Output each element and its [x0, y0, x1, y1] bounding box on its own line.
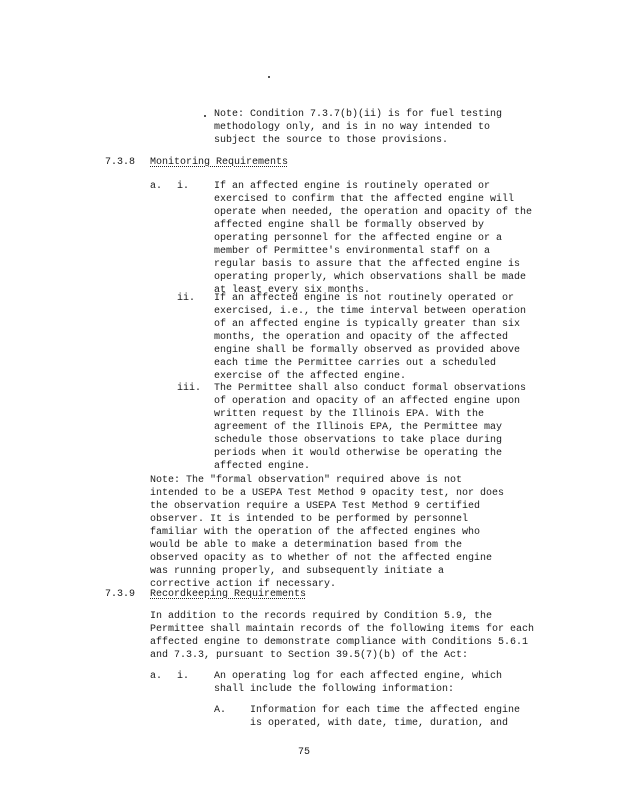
note-line: Note: The "formal observation" required above is not [150, 475, 463, 486]
section-738-item-a-label: a. [150, 181, 163, 192]
intro-note-line: subject the source to those provisions. [214, 135, 449, 146]
text-line: exercised, i.e., the time interval between operation [214, 306, 527, 317]
text-line: If an affected engine is routinely operated or [214, 181, 491, 192]
note-line: the observation require a USEPA Test Method 9 certified [150, 501, 481, 512]
section-738-number: 7.3.8 [105, 157, 136, 168]
section-738-item-iii-label: iii. [177, 383, 202, 394]
text-line: operate when needed, the operation and opacity of the [214, 207, 533, 218]
text-line: affected engine. [214, 461, 311, 472]
intro-note [214, 108, 502, 147]
text-line: affected engine shall be formally observed by [214, 220, 485, 231]
text-line: operating properly, which observations shall be made [214, 272, 527, 283]
section-738-note [150, 474, 504, 591]
text-line: written request by the Illinois EPA. With the [214, 409, 485, 420]
text-line: exercised to confirm that the affected engine will [214, 194, 515, 205]
note-line: familiar with the operation of the affected engines who [150, 527, 481, 538]
section-739-sub-a-text [250, 704, 520, 730]
section-739-title: Recordkeeping Requirements [150, 589, 307, 600]
section-739-number: 7.3.9 [105, 589, 136, 600]
text-line: In addition to the records required by Condition 5.9, the [150, 611, 493, 622]
section-738-item-ii-label: ii. [177, 293, 196, 304]
text-line: regular basis to assure that the affected engine is [214, 259, 521, 270]
scan-speck [268, 76, 270, 78]
text-line: and 7.3.3, pursuant to Section 39.5(7)(b) of the Act: [150, 650, 469, 661]
note-line: would be able to make a determination based from the [150, 540, 463, 551]
section-738-item-ii-text [214, 292, 526, 383]
page-number: 75 [298, 747, 311, 758]
text-line: of an affected engine is typically greater than six [214, 319, 521, 330]
text-line: operating personnel for the affected engine or a [214, 233, 503, 244]
note-line: observer. It is intended to be performed by personnel [150, 514, 469, 525]
text-line: Information for each time the affected engine [250, 705, 521, 716]
section-739-item-i-label: i. [177, 671, 190, 682]
text-line: member of Permittee's environmental staff on a [214, 246, 491, 257]
note-line: was running properly, and subsequently initiate a [150, 566, 445, 577]
section-739-intro [150, 610, 534, 662]
text-line: periods when it would otherwise be operating the [214, 448, 503, 459]
section-738-item-iii-text [214, 382, 526, 473]
text-line: engine shall be formally observed as provided above [214, 345, 521, 356]
text-line: affected engine to demonstrate compliance with Conditions 5.6.1 [150, 637, 529, 648]
note-line: corrective action if necessary. [150, 579, 337, 590]
section-739-item-i-text [214, 670, 502, 696]
section-738-title: Monitoring Requirements [150, 157, 289, 168]
section-738-item-i-text [214, 180, 532, 297]
text-line: of operation and opacity of an affected engine upon [214, 396, 521, 407]
scan-speck [204, 115, 206, 117]
text-line: each time the Permittee carries out a scheduled [214, 358, 497, 369]
text-line: An operating log for each affected engine, which [214, 671, 503, 682]
text-line: The Permittee shall also conduct formal observations [214, 383, 527, 394]
section-739-item-a-label: a. [150, 671, 163, 682]
text-line: If an affected engine is not routinely operated or [214, 293, 515, 304]
text-line: Permittee shall maintain records of the following items for each [150, 624, 535, 635]
section-739-sub-a-label: A. [214, 705, 227, 716]
text-line: at least every six months. [214, 285, 371, 296]
section-738-item-i-label: i. [177, 181, 190, 192]
text-line: months, the operation and opacity of the affected [214, 332, 509, 343]
text-line: is operated, with date, time, duration, and [250, 718, 509, 729]
text-line: schedule those observations to take place during [214, 435, 503, 446]
text-line: shall include the following information: [214, 684, 455, 695]
text-line: agreement of the Illinois EPA, the Permittee may [214, 422, 503, 433]
text-line: exercise of the affected engine. [214, 371, 407, 382]
intro-note-line: Note: Condition 7.3.7(b)(ii) is for fuel testing [214, 109, 503, 120]
note-line: intended to be a USEPA Test Method 9 opacity test, nor does [150, 488, 505, 499]
note-line: observed opacity as to whether of not the affected engine [150, 553, 493, 564]
intro-note-line: methodology only, and is in no way intended to [214, 122, 491, 133]
